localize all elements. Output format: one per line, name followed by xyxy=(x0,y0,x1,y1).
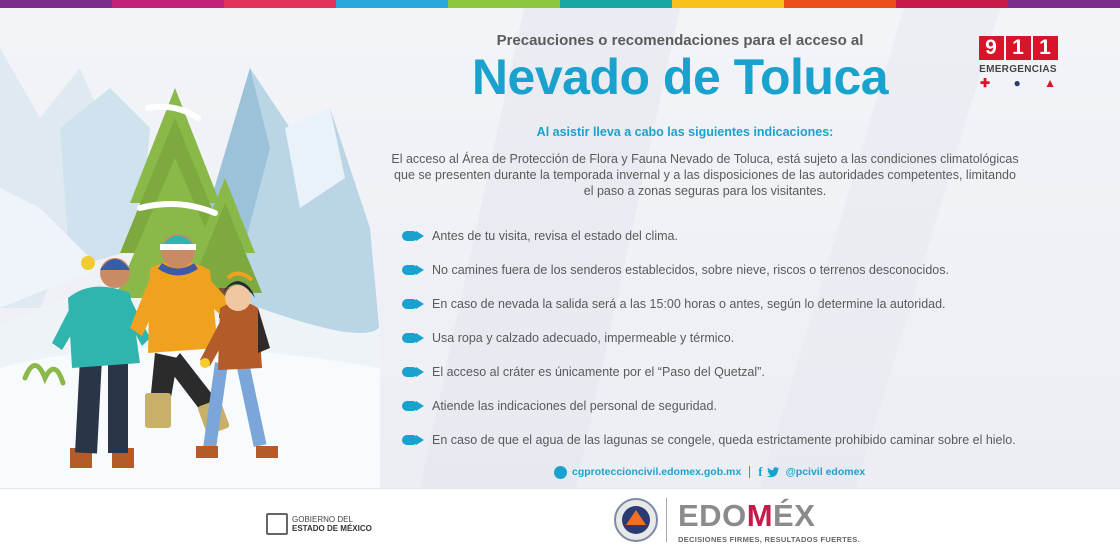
gobierno-line2: ESTADO DE MÉXICO xyxy=(292,524,372,533)
poster-body xyxy=(0,8,1120,488)
list-item-text: Antes de tu visita, revisa el estado del clima. xyxy=(432,229,678,243)
wordmark-accent: M xyxy=(746,498,774,533)
bullet-arrow-icon xyxy=(402,366,424,378)
stripe-segment xyxy=(0,0,112,8)
stripe-segment xyxy=(448,0,560,8)
divider xyxy=(666,498,667,542)
social-handle[interactable]: @pcivil edomex xyxy=(785,466,866,478)
list-item-text: En caso de nevada la salida será a las 15:00 horas o antes, según lo determine la autoridad. xyxy=(432,297,946,311)
stripe-segment xyxy=(112,0,224,8)
color-stripe xyxy=(0,0,1120,8)
list-item xyxy=(402,396,1102,430)
list-item-text: No camines fuera de los senderos establecidos, sobre nieve, riscos o terrenos desconocidos. xyxy=(432,263,949,277)
edomex-wordmark xyxy=(678,499,878,533)
coat-of-arms-icon xyxy=(266,513,288,535)
list-item xyxy=(402,328,1102,362)
intro-heading: Al asistir lleva a cabo las siguientes indicaciones: xyxy=(536,125,834,139)
digit: 9 xyxy=(979,36,1004,60)
stripe-segment xyxy=(336,0,448,8)
bullet-arrow-icon xyxy=(402,434,424,446)
web-icon xyxy=(554,466,567,479)
emergency-label: EMERGENCIAS xyxy=(979,64,1057,75)
stripe-segment xyxy=(896,0,1008,8)
page-subtitle: Precauciones o recomendaciones para el acceso al xyxy=(496,32,864,49)
edomex-logo xyxy=(678,499,878,544)
logo-triangle xyxy=(626,510,646,525)
list-item-text: Usa ropa y calzado adecuado, impermeable y térmico. xyxy=(432,331,735,345)
divider xyxy=(749,466,750,478)
website-link[interactable]: cgproteccioncivil.edomex.gob.mx xyxy=(572,466,742,478)
police-icon: ● xyxy=(1013,76,1021,90)
footer xyxy=(0,488,1120,550)
wordmark-part: ÉX xyxy=(773,498,816,533)
people-snow-mountains-illustration xyxy=(0,8,380,488)
bullet-arrow-icon xyxy=(402,230,424,242)
list-item xyxy=(402,226,1102,260)
proteccion-civil-logo xyxy=(614,498,658,542)
fire-icon: ▲ xyxy=(1044,76,1056,90)
list-item-text: En caso de que el agua de las lagunas se congele, queda estrictamente prohibido caminar sobre el hielo. xyxy=(432,433,1016,447)
intro-text: El acceso al Área de Protección de Flora y Fauna Nevado de Toluca, está sujeto a las condiciones climatológicas que se presenten durante la temporada invernal y a las disposiciones de las autoridades competentes, limitando el paso a zonas seguras para los visitantes. xyxy=(391,152,1019,198)
twitter-icon[interactable] xyxy=(767,466,780,479)
stripe-segment xyxy=(672,0,784,8)
gobierno-line1: GOBIERNO DEL xyxy=(292,515,353,524)
bullet-arrow-icon xyxy=(402,298,424,310)
emergency-icons xyxy=(976,75,1060,89)
list-item-text: El acceso al cráter es únicamente por el “Paso del Quetzal”. xyxy=(432,365,765,379)
stripe-segment xyxy=(224,0,336,8)
emergency-911-logo xyxy=(976,36,1060,106)
emergency-digits xyxy=(976,36,1060,60)
contact-bar xyxy=(554,464,865,480)
list-item xyxy=(402,362,1102,396)
digit: 1 xyxy=(1033,36,1058,60)
digit: 1 xyxy=(1006,36,1031,60)
list-item-text: Atiende las indicaciones del personal de seguridad. xyxy=(432,399,717,413)
bullet-arrow-icon xyxy=(402,400,424,412)
red-cross-icon: ✚ xyxy=(980,76,991,90)
bullet-arrow-icon xyxy=(402,264,424,276)
bullet-arrow-icon xyxy=(402,332,424,344)
list-item xyxy=(402,260,1102,294)
slogan: DECISIONES FIRMES, RESULTADOS FUERTES. xyxy=(678,535,860,544)
recommendations-list xyxy=(402,226,1102,464)
facebook-icon[interactable]: f xyxy=(758,464,763,479)
wordmark-part: EDO xyxy=(678,498,747,533)
stripe-segment xyxy=(560,0,672,8)
stripe-segment xyxy=(784,0,896,8)
list-item xyxy=(402,294,1102,328)
list-item xyxy=(402,430,1102,464)
page-title: Nevado de Toluca xyxy=(471,49,889,105)
gobierno-logo xyxy=(266,513,372,535)
gobierno-text xyxy=(292,515,372,533)
stripe-segment xyxy=(1008,0,1120,8)
